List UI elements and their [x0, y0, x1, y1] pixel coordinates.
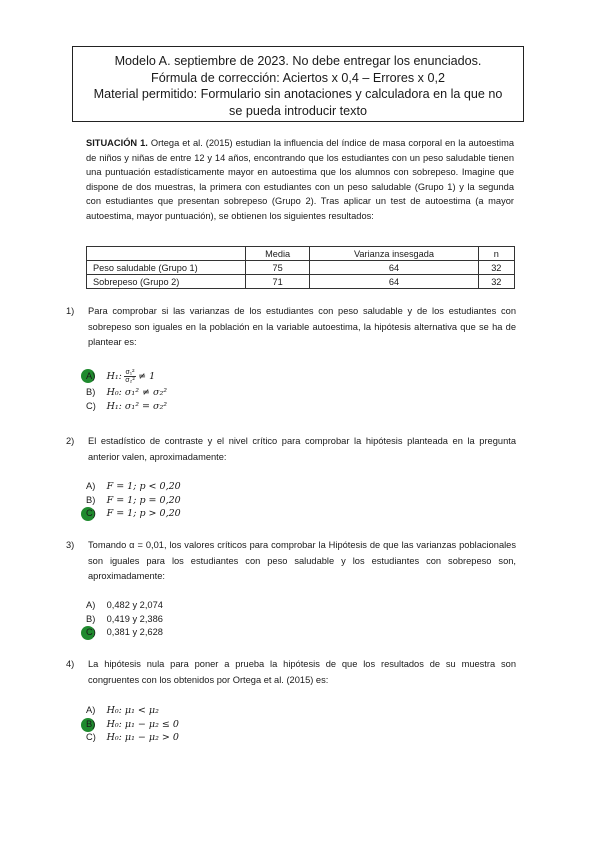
situation-label: SITUACIÓN 1.: [86, 138, 148, 148]
option-letter: B): [86, 387, 96, 397]
option-letter: A): [86, 371, 96, 381]
situation-body: Ortega et al. (2015) estudian la influencia del índice de masa corporal en la autoestima de niños y niñas de entre 12 y 14 años, encontrando que los estudiantes con un peso saludable tienen una puntuación estadísticamente mayor en autoestima que los alumnos con sobrepeso. Imagine que dispone de dos muestras, la primera con estudiantes con un peso saludable (Grupo 1) y la segunda con estudiantes que presentan sobrepeso (Grupo 2). Tras aplicar un test de autoestima (a mayor autoestima, mayor puntuación), se obtienen los siguientes resultados:: [86, 138, 514, 221]
table-cell: 64: [310, 261, 478, 275]
option-letter: C): [86, 400, 96, 411]
table-header-cell: Varianza insesgada: [310, 247, 478, 261]
header-line-2: Fórmula de corrección: Aciertos x 0,4 – Errores x 0,2: [151, 70, 445, 85]
exam-header: [72, 46, 524, 122]
option-c[interactable]: [86, 731, 179, 745]
option-c[interactable]: [86, 507, 181, 521]
option-letter: C): [86, 732, 96, 742]
option-text: 0,419 y 2,386: [106, 613, 163, 624]
results-table: [86, 246, 515, 289]
option-letter: B): [86, 718, 96, 729]
option-letter: A): [86, 705, 96, 715]
question-number: 2): [66, 436, 75, 446]
option-c[interactable]: [86, 626, 163, 640]
question-text: La hipótesis nula para poner a prueba la hipótesis de que los resultados de su muestra son congruentes con los obtenidos por Ortega et al. (2015) es:: [88, 659, 516, 685]
question-text: El estadístico de contraste y el nivel crítico para comprobar la hipótesis planteada en la pregunta anterior valen, aproximadamente:: [88, 436, 516, 462]
option-a[interactable]: [86, 599, 163, 613]
table-cell: 75: [246, 261, 310, 275]
table-cell: 32: [478, 261, 514, 275]
question-1-options: [86, 366, 167, 413]
table-cell: Peso saludable (Grupo 1): [87, 261, 246, 275]
table-header-cell: n: [478, 247, 514, 261]
header-line-3: Material permitido: Formulario sin anotaciones y calculadora en la que no: [93, 87, 503, 101]
question-number: 4): [66, 659, 75, 669]
question-text: Tomando α = 0,01, los valores críticos para comprobar la Hipótesis de que las varianzas poblacionales son iguales para los estudiantes con peso saludable y los estudiantes con sobrepeso son, aproximadamente:: [88, 540, 516, 581]
option-b[interactable]: [86, 718, 179, 732]
option-b[interactable]: [86, 613, 163, 627]
option-letter: B): [86, 613, 96, 624]
header-line-1: Modelo A. septiembre de 2023. No debe entregar los enunciados.: [114, 54, 482, 68]
option-letter: C): [86, 627, 96, 637]
option-math: H₀: σ₁² ≠ σ₂²: [106, 387, 168, 398]
option-math: H₀: μ₁ < μ₂: [106, 705, 159, 716]
option-b[interactable]: [86, 386, 167, 400]
table-header-cell: [87, 247, 246, 261]
header-line-4: se pueda introducir texto: [229, 103, 367, 118]
question-2-options: [86, 480, 181, 521]
option-math-tail: ≠ 1: [138, 371, 156, 382]
variance-ratio: $\frac{\text{σ₁²}}{\text{σ₂²}}$: [125, 369, 135, 385]
option-math: H₀: μ₁ − μ₂ > 0: [106, 732, 179, 743]
question-4-options: [86, 704, 179, 745]
table-cell: 71: [246, 275, 310, 289]
table-row: [87, 275, 515, 289]
option-letter: C): [86, 508, 96, 518]
option-math: F = 1; p < 0,20: [106, 481, 181, 492]
option-letter: A): [86, 600, 96, 610]
question-number: 3): [66, 540, 75, 550]
table-cell: 64: [310, 275, 478, 289]
option-math: H₁:: [106, 371, 122, 382]
table-cell: Sobrepeso (Grupo 2): [87, 275, 246, 289]
option-math: F = 1; p > 0,20: [106, 508, 181, 519]
option-a[interactable]: [86, 480, 181, 494]
question-text: Para comprobar si las varianzas de los estudiantes con peso saludable y de los estudiantes con sobrepeso son iguales en la población en la variable autoestima, la hipótesis alternativa que se ha de plantear es:: [88, 306, 516, 347]
table-header-cell: Media: [246, 247, 310, 261]
table-row: [87, 261, 515, 275]
option-letter: A): [86, 481, 96, 491]
question-3-options: [86, 599, 163, 640]
question-1: [66, 304, 516, 351]
option-letter: B): [86, 494, 96, 505]
option-math: H₀: μ₁ − μ₂ ≤ 0: [106, 718, 179, 730]
table-header-row: [87, 247, 515, 261]
option-b[interactable]: [86, 494, 181, 508]
option-math: H₁: σ₁² = σ₂²: [106, 400, 168, 412]
option-a[interactable]: [86, 366, 167, 386]
question-number: 1): [66, 306, 75, 316]
option-text: 0,482 y 2,074: [106, 600, 163, 610]
situation-text: [86, 136, 514, 223]
option-text: 0,381 y 2,628: [106, 627, 163, 637]
question-3: [66, 538, 516, 585]
option-a[interactable]: [86, 704, 179, 718]
question-4: [66, 657, 516, 688]
question-2: [66, 434, 516, 465]
option-c[interactable]: [86, 400, 167, 414]
option-math: F = 1; p = 0,20: [106, 494, 181, 506]
table-cell: 32: [478, 275, 514, 289]
